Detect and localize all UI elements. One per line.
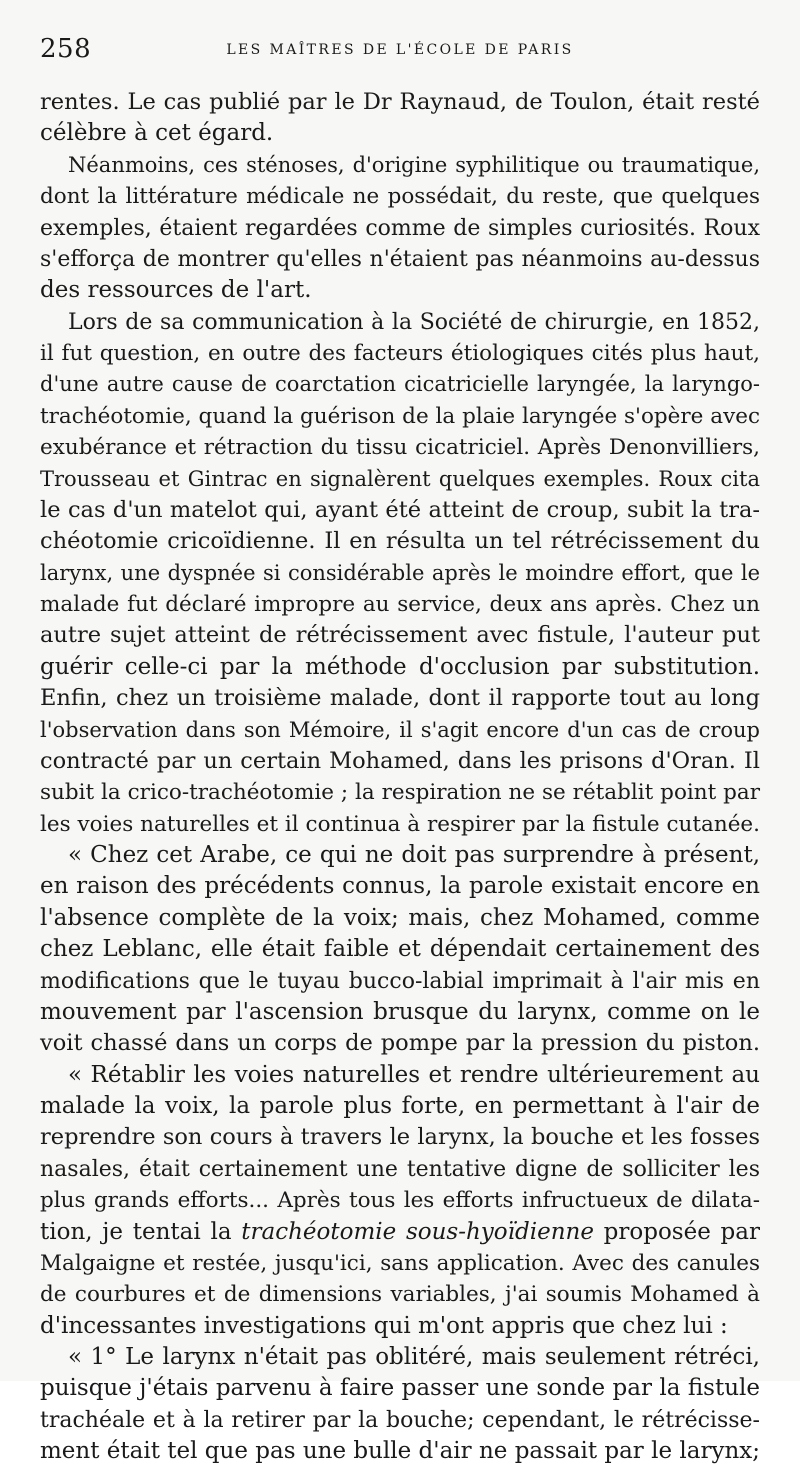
text-line: mouvement par l'ascension brusque du larynx, comme on le xyxy=(40,998,760,1025)
text-line: plus grands efforts... Après tous les efforts infructueux de dilata- xyxy=(40,1188,760,1214)
text-line: « 1° Le larynx n'était pas oblitéré, mais seulement rétréci, xyxy=(68,1344,760,1370)
text-line: guérir celle-ci par la méthode d'occlusion par substitution. xyxy=(40,653,760,680)
text-line: « Rétablir les voies naturelles et rendre ultérieurement au xyxy=(68,1061,760,1088)
text-line: les voies naturelles et il continua à respirer par la fistule cutanée. xyxy=(40,811,760,837)
text-line-end: proposée par xyxy=(593,1218,760,1245)
text-line: ment était tel que pas une bulle d'air ne passait par le larynx; xyxy=(40,1438,760,1465)
text-line: chez Leblanc, elle était faible et dépendait certainement des xyxy=(40,936,760,963)
text-line: d'une autre cause de coarctation cicatricielle laryngée, la laryngo- xyxy=(40,372,760,397)
text-line: dont la littérature médicale ne possédait, du reste, que quelques xyxy=(40,184,760,210)
text-line: Malgaigne et restée, jusqu'ici, sans application. Avec des canules xyxy=(40,1250,760,1276)
text-line: exubérance et rétraction du tissu cicatriciel. Après Denonvilliers, xyxy=(40,435,760,461)
text-line: trachéale et à la retirer par la bouche; cependant, le rétrécisse- xyxy=(40,1407,760,1433)
text-line: de courbures et de dimensions variables, j'ai soumis Mohamed à xyxy=(40,1282,760,1308)
running-title: LES MAÎTRES DE L'ÉCOLE DE PARIS xyxy=(226,42,574,58)
text-line: l'absence complète de la voix; mais, chez Mohamed, comme xyxy=(40,904,760,931)
text-line: en raison des précédents connus, la parole existait encore en xyxy=(40,873,760,900)
text-line xyxy=(40,1217,760,1248)
page-number: 258 xyxy=(40,34,92,64)
text-line: puisque j'étais parvenu à faire passer une sonde par la fistule xyxy=(40,1375,760,1402)
running-head xyxy=(40,34,760,64)
body-text xyxy=(40,87,760,1468)
text-line: larynx, une dyspnée si considérable après le moindre effort, que le xyxy=(40,560,760,585)
text-line: il fut question, en outre des facteurs étiologiques cités plus haut, xyxy=(40,341,760,366)
text-line: rentes. Le cas publié par le Dr Raynaud, de Toulon, était resté xyxy=(40,89,760,115)
text-line: nasales, était certainement une tentative digne de solliciter les xyxy=(40,1156,760,1182)
text-line: Lors de sa communication à la Société de chirurgie, en 1852, xyxy=(68,309,760,335)
text-line: malade fut déclaré impropre au service, deux ans après. Chez un xyxy=(40,592,760,617)
text-line: autre sujet atteint de rétrécissement avec fistule, l'auteur put xyxy=(40,622,760,649)
text-line: voit chassé dans un corps de pompe par la pression du piston. xyxy=(40,1030,760,1057)
text-line-start: tion, je tentai la xyxy=(40,1218,242,1245)
text-line: « Chez cet Arabe, ce qui ne doit pas surprendre à présent, xyxy=(68,842,760,868)
text-line: l'observation dans son Mémoire, il s'agit encore d'un cas de croup xyxy=(40,717,760,742)
text-line: contracté par un certain Mohamed, dans les prisons d'Oran. Il xyxy=(40,747,760,774)
text-line: d'incessantes investigations qui m'ont appris que chez lui : xyxy=(40,1312,728,1339)
text-line: célèbre à cet égard. xyxy=(40,120,274,147)
text-line: des ressources de l'art. xyxy=(40,277,312,304)
text-line: exemples, étaient regardées comme de simples curiosités. Roux xyxy=(40,215,760,241)
text-line: reprendre son cours à travers le larynx, la bouche et les fosses xyxy=(40,1124,760,1151)
text-line: Enfin, chez un troisième malade, dont il rapporte tout au long xyxy=(40,685,760,712)
text-line: Trousseau et Gintrac en signalèrent quelques exemples. Roux cita xyxy=(40,466,760,491)
text-line: le cas d'un matelot qui, ayant été atteint de croup, subit la tra- xyxy=(40,496,760,523)
text-line: subit la crico-trachéotomie ; la respiration ne se rétablit point par xyxy=(40,780,760,806)
text-line: Néanmoins, ces sténoses, d'origine syphilitique ou traumatique, xyxy=(68,152,760,177)
text-line: malade la voix, la parole plus forte, en permettant à l'air de xyxy=(40,1093,760,1119)
text-line: trachéotomie, quand la guérison de la plaie laryngée s'opère avec xyxy=(40,403,760,429)
text-line: s'efforça de montrer qu'elles n'étaient pas néanmoins au-dessus xyxy=(40,246,760,272)
text-line: modifications que le tuyau bucco-labial imprimait à l'air mis en xyxy=(40,968,760,994)
text-line: chéotomie cricoïdienne. Il en résulta un tel rétrécissement du xyxy=(40,528,760,555)
italic-term: trachéotomie sous-hyoïdienne xyxy=(241,1218,594,1245)
